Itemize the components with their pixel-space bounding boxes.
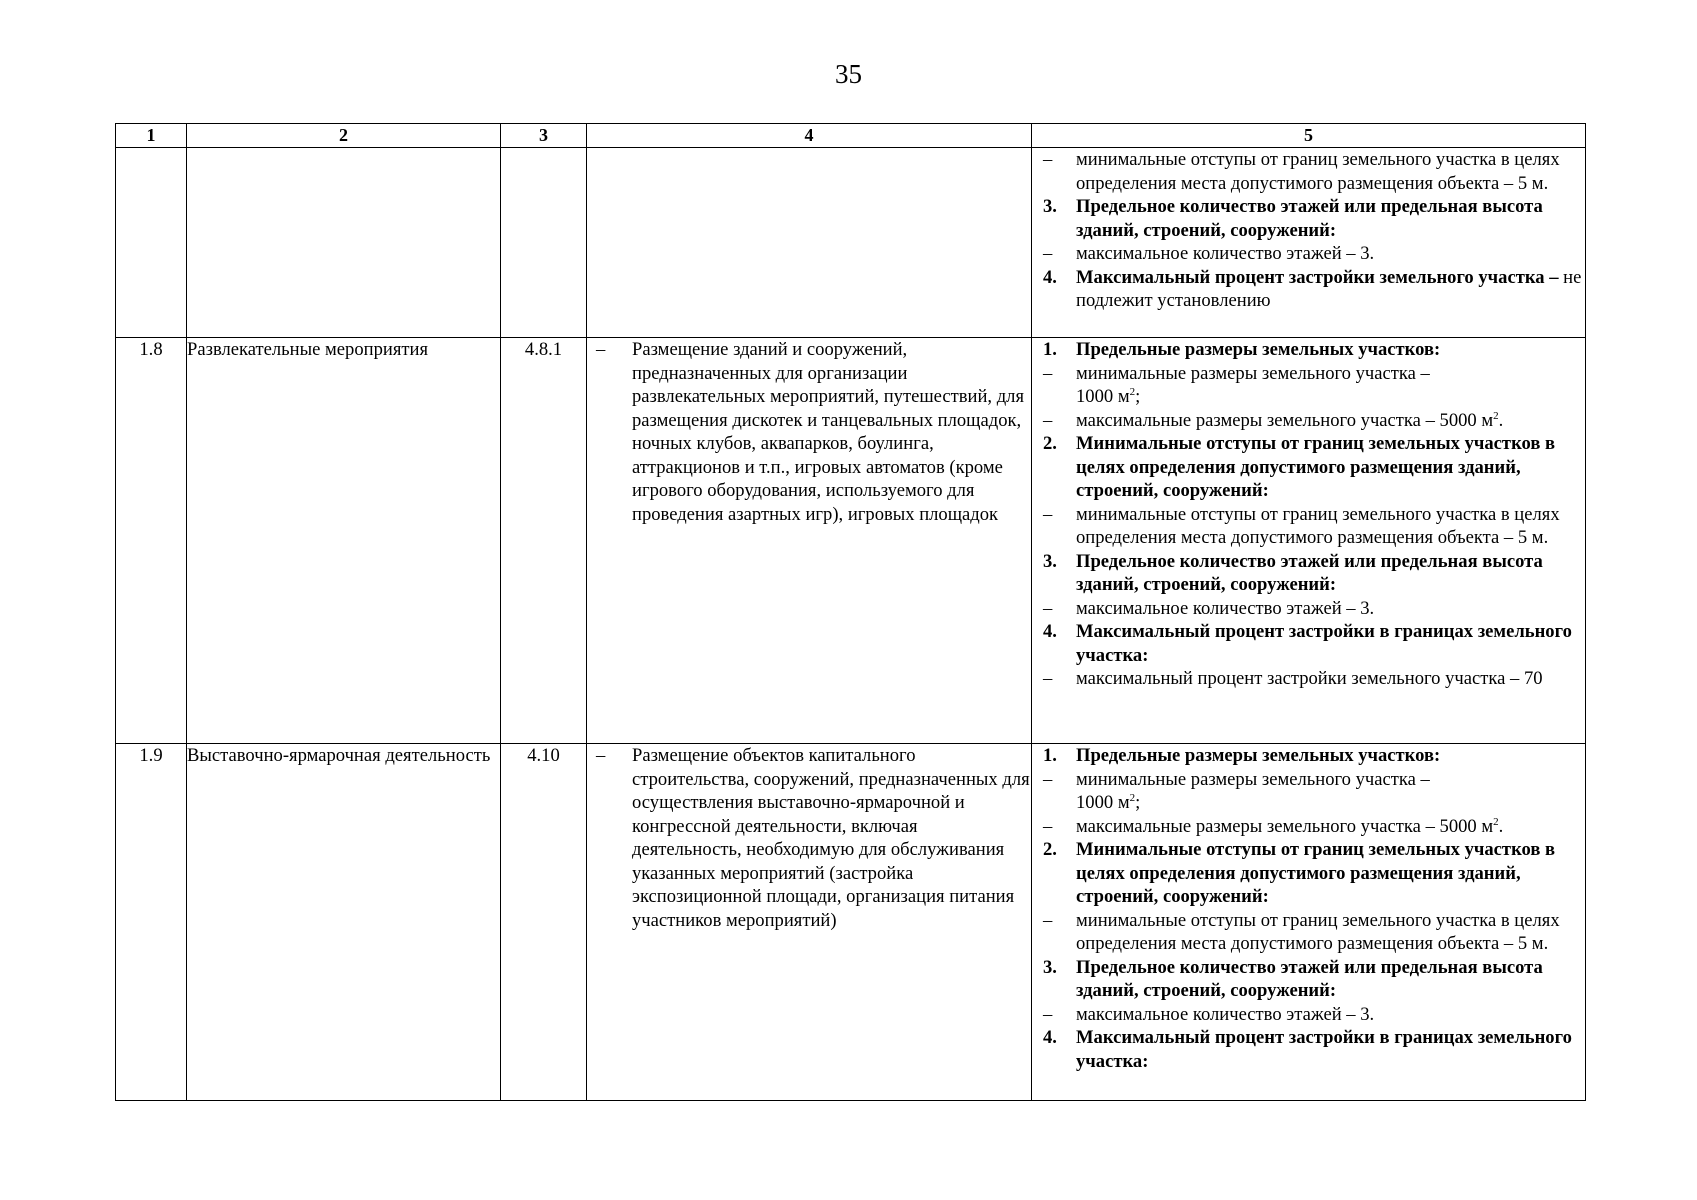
param-line bbox=[1032, 242, 1585, 266]
param-line bbox=[1032, 503, 1585, 550]
header-col-5: 5 bbox=[1032, 124, 1586, 148]
param-line bbox=[1032, 1026, 1585, 1073]
param-text: максимальный процент застройки земельного участка – 70 bbox=[1076, 668, 1543, 689]
param-line bbox=[1032, 768, 1585, 815]
param-line bbox=[1032, 550, 1585, 597]
param-marker: 3. bbox=[1043, 550, 1057, 572]
header-col-2: 2 bbox=[187, 124, 501, 148]
param-line bbox=[1032, 620, 1585, 667]
header-col-4: 4 bbox=[587, 124, 1032, 148]
param-marker: 4. bbox=[1043, 266, 1057, 288]
param-text: максимальные размеры земельного участка – 5000 м bbox=[1076, 409, 1494, 431]
param-line bbox=[1032, 409, 1585, 433]
param-line bbox=[1032, 432, 1585, 503]
param-text: минимальные размеры земельного участка – bbox=[1076, 362, 1430, 384]
param-tail: ; bbox=[1135, 792, 1141, 813]
header-row bbox=[116, 124, 1586, 148]
param-line bbox=[1032, 956, 1585, 1003]
param-tail: . bbox=[1498, 409, 1504, 431]
row-params bbox=[1032, 744, 1586, 1101]
param-text: максимальное количество этажей – 3. bbox=[1076, 243, 1375, 264]
param-tail: ; bbox=[1135, 386, 1141, 407]
table-row bbox=[116, 148, 1586, 338]
param-heading: Предельное количество этажей или предельная высота зданий, строений, сооружений: bbox=[1076, 956, 1543, 1001]
row-params bbox=[1032, 338, 1586, 744]
table-row bbox=[116, 744, 1586, 1101]
desc-text: Размещение зданий и сооружений, предназначенных для организации развлекательных мероприятий, путешествий, для размещения дискотек и танцевальных площадок, ночных клубов, аквапарков, боулинга, аттракционов и т.п., игровых автоматов (кроме игрового оборудования, используемого для проведения азартных игр), игровых площадок bbox=[632, 339, 1025, 525]
row-code: 4.8.1 bbox=[501, 338, 587, 744]
param-marker: 3. bbox=[1043, 956, 1057, 978]
param-sup: 2 bbox=[1493, 815, 1499, 828]
param-line bbox=[1032, 744, 1585, 768]
param-value: 1000 м bbox=[1076, 792, 1130, 813]
param-line bbox=[1032, 597, 1585, 621]
param-line bbox=[1032, 815, 1585, 839]
param-marker: – bbox=[1043, 243, 1053, 264]
row-description bbox=[587, 744, 1032, 1101]
row-params bbox=[1032, 148, 1586, 338]
row-name: Развлекательные мероприятия bbox=[187, 338, 501, 744]
param-marker: – bbox=[1043, 909, 1053, 931]
param-heading: Максимальный процент застройки земельного участка – bbox=[1076, 266, 1559, 288]
param-sup: 2 bbox=[1129, 791, 1136, 804]
param-marker: 2. bbox=[1043, 839, 1057, 860]
param-heading: Максимальный процент застройки в границах земельного участка: bbox=[1076, 1027, 1572, 1072]
param-text: минимальные размеры земельного участка – bbox=[1076, 768, 1430, 790]
param-value: 1000 м bbox=[1076, 386, 1130, 407]
param-marker: – bbox=[1043, 668, 1053, 689]
row-code bbox=[501, 148, 587, 338]
param-line bbox=[1032, 909, 1585, 956]
row-number: 1.8 bbox=[116, 338, 187, 744]
param-marker: 4. bbox=[1043, 621, 1057, 642]
param-text: не подлежит установлению bbox=[1076, 266, 1582, 311]
param-marker: – bbox=[1043, 815, 1053, 837]
param-marker: 1. bbox=[1043, 339, 1057, 360]
param-line bbox=[1032, 195, 1585, 242]
param-line bbox=[1032, 667, 1585, 691]
param-heading: Минимальные отступы от границ земельных участков в целях определения допустимого размещения зданий, строений, сооружений: bbox=[1076, 839, 1556, 907]
header-col-3: 3 bbox=[501, 124, 587, 148]
param-heading: Предельное количество этажей или предельная высота зданий, строений, сооружений: bbox=[1076, 550, 1543, 595]
desc-text: Размещение объектов капитального строительства, сооружений, предназначенных для осуществления выставочно-ярмарочной и конгрессной деятельности, включая деятельность, необходимую для обслуживания указанных мероприятий (застройка экспозиционной площади, организация питания участников мероприятий) bbox=[632, 745, 1030, 931]
param-marker: – bbox=[1043, 768, 1053, 790]
param-heading: Предельные размеры земельных участков: bbox=[1076, 745, 1441, 766]
desc-marker: – bbox=[596, 745, 606, 766]
row-code: 4.10 bbox=[501, 744, 587, 1101]
param-text: минимальные отступы от границ земельного участка в целях определения места допустимого размещения объекта – 5 м. bbox=[1076, 909, 1560, 954]
row-number: 1.9 bbox=[116, 744, 187, 1101]
param-marker: – bbox=[1043, 597, 1053, 619]
param-marker: 1. bbox=[1043, 745, 1057, 766]
param-line bbox=[1032, 338, 1585, 362]
param-sup: 2 bbox=[1129, 385, 1136, 398]
table-row bbox=[116, 338, 1586, 744]
param-line bbox=[1032, 1003, 1585, 1027]
param-heading: Предельные размеры земельных участков: bbox=[1076, 339, 1441, 360]
param-marker: – bbox=[1043, 503, 1053, 525]
desc-marker: – bbox=[596, 339, 606, 360]
row-name bbox=[187, 148, 501, 338]
param-marker: – bbox=[1043, 409, 1053, 431]
param-text: минимальные отступы от границ земельного участка в целях определения места допустимого размещения объекта – 5 м. bbox=[1076, 503, 1560, 548]
param-text: максимальные размеры земельного участка – 5000 м bbox=[1076, 815, 1494, 837]
param-line bbox=[1032, 362, 1585, 409]
row-description bbox=[587, 338, 1032, 744]
param-text: минимальные отступы от границ земельного участка в целях определения места допустимого размещения объекта – 5 м. bbox=[1076, 149, 1560, 194]
row-name: Выставочно-ярмарочная деятельность bbox=[187, 744, 501, 1101]
param-text: максимальное количество этажей – 3. bbox=[1076, 1003, 1375, 1025]
param-heading: Минимальные отступы от границ земельных участков в целях определения допустимого размещения зданий, строений, сооружений: bbox=[1076, 433, 1556, 501]
header-col-1: 1 bbox=[116, 124, 187, 148]
param-line bbox=[1032, 838, 1585, 909]
param-marker: 3. bbox=[1043, 196, 1057, 217]
param-sup: 2 bbox=[1493, 409, 1499, 422]
param-marker: – bbox=[1043, 1003, 1053, 1025]
param-line bbox=[1032, 266, 1585, 313]
param-heading: Максимальный процент застройки в границах земельного участка: bbox=[1076, 621, 1572, 666]
zoning-table bbox=[115, 123, 1586, 1101]
param-text: максимальное количество этажей – 3. bbox=[1076, 597, 1375, 619]
page-number: 35 bbox=[835, 59, 862, 89]
param-marker: 2. bbox=[1043, 433, 1057, 454]
param-heading: Предельное количество этажей или предельная высота зданий, строений, сооружений: bbox=[1076, 196, 1543, 241]
param-tail: . bbox=[1498, 815, 1504, 837]
param-line bbox=[1032, 148, 1585, 195]
param-marker: – bbox=[1043, 149, 1053, 170]
row-number bbox=[116, 148, 187, 338]
param-marker: – bbox=[1043, 362, 1053, 384]
row-description bbox=[587, 148, 1032, 338]
param-marker: 4. bbox=[1043, 1027, 1057, 1048]
